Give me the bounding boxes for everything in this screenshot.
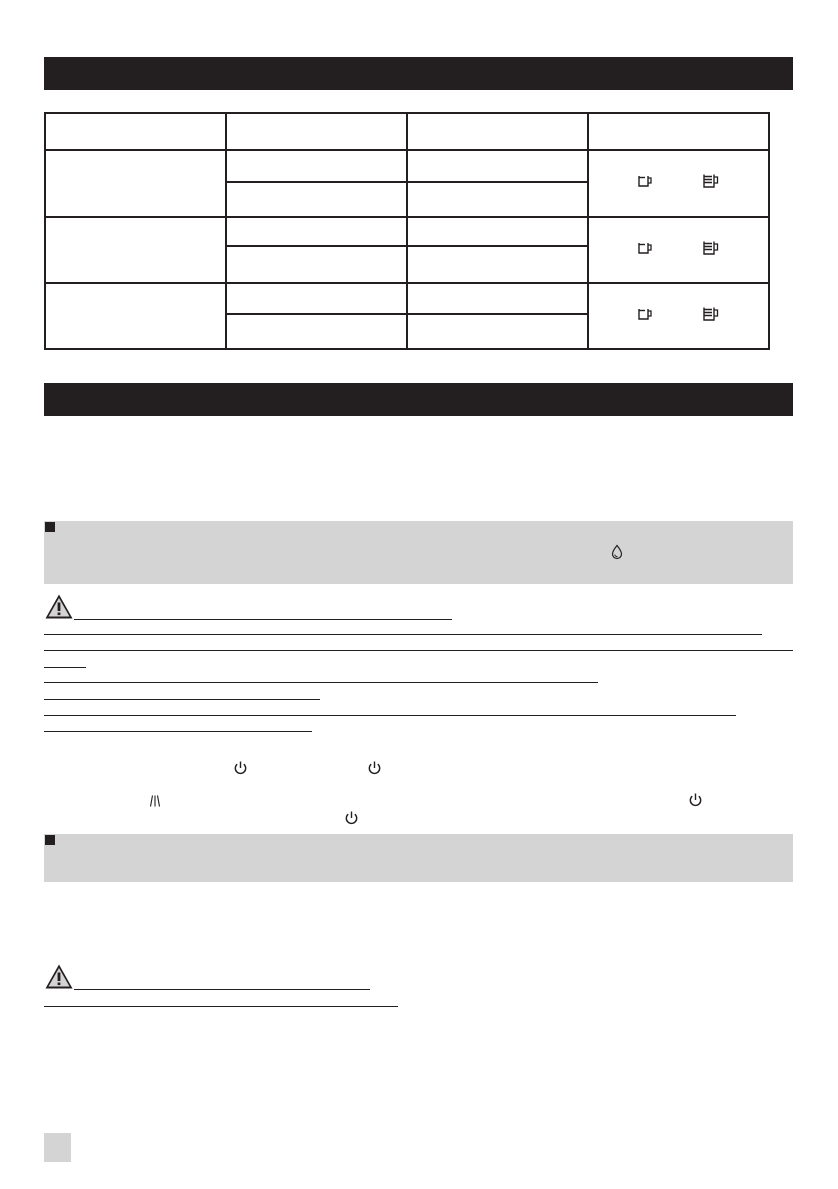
warning-text-line — [44, 667, 86, 668]
table-cell — [407, 150, 588, 182]
table-row — [45, 283, 769, 314]
table-cell — [226, 314, 407, 349]
table-cell — [226, 150, 407, 182]
table-cell — [226, 246, 407, 283]
table-header-cell — [588, 113, 769, 150]
table-cell — [226, 182, 407, 217]
water-drop-icon — [610, 544, 624, 565]
section-header-bar — [44, 383, 793, 416]
warning-triangle-icon — [44, 593, 74, 625]
large-cup-icon — [702, 240, 720, 261]
warning-text-line — [44, 699, 320, 700]
large-cup-icon — [702, 306, 720, 327]
power-icon — [688, 792, 703, 813]
note-bullet — [45, 522, 55, 532]
table-header-cell — [407, 113, 588, 150]
steam-icon — [149, 794, 161, 813]
table-cell — [226, 283, 407, 314]
small-cup-icon — [637, 241, 653, 260]
cup-size-cell — [588, 217, 769, 283]
power-icon — [233, 760, 248, 781]
small-cup-icon — [637, 307, 653, 326]
table-cell — [45, 217, 226, 283]
power-icon — [367, 760, 382, 781]
warning-text-line — [44, 682, 598, 683]
warning-heading-underline — [74, 619, 452, 620]
cup-size-cell — [588, 150, 769, 217]
table-header-cell — [45, 113, 226, 150]
warning-triangle-icon — [44, 963, 74, 995]
table-row — [45, 217, 769, 246]
warning-text-line — [44, 715, 736, 716]
warning-text-line — [44, 634, 762, 635]
table-cell — [45, 283, 226, 349]
page-number-box — [44, 1133, 71, 1162]
table-cell — [407, 283, 588, 314]
small-cup-icon — [637, 174, 653, 193]
cup-size-cell — [588, 283, 769, 349]
table-header-row — [45, 113, 769, 150]
warning-heading-underline — [74, 989, 370, 990]
table-cell — [407, 182, 588, 217]
table-header-cell — [226, 113, 407, 150]
section-header-bar — [44, 57, 793, 90]
warning-text-line — [44, 1006, 398, 1007]
warning-text-line — [44, 650, 793, 651]
warning-text-line — [44, 731, 312, 732]
power-icon — [344, 810, 359, 831]
table-cell — [226, 217, 407, 246]
table-cell — [407, 246, 588, 283]
settings-table — [44, 112, 770, 350]
table-cell — [45, 150, 226, 217]
note-box — [44, 521, 793, 584]
note-bullet — [45, 835, 55, 845]
table-row — [45, 150, 769, 182]
table-cell — [407, 314, 588, 349]
large-cup-icon — [702, 173, 720, 194]
note-box — [44, 834, 793, 882]
table-cell — [407, 217, 588, 246]
